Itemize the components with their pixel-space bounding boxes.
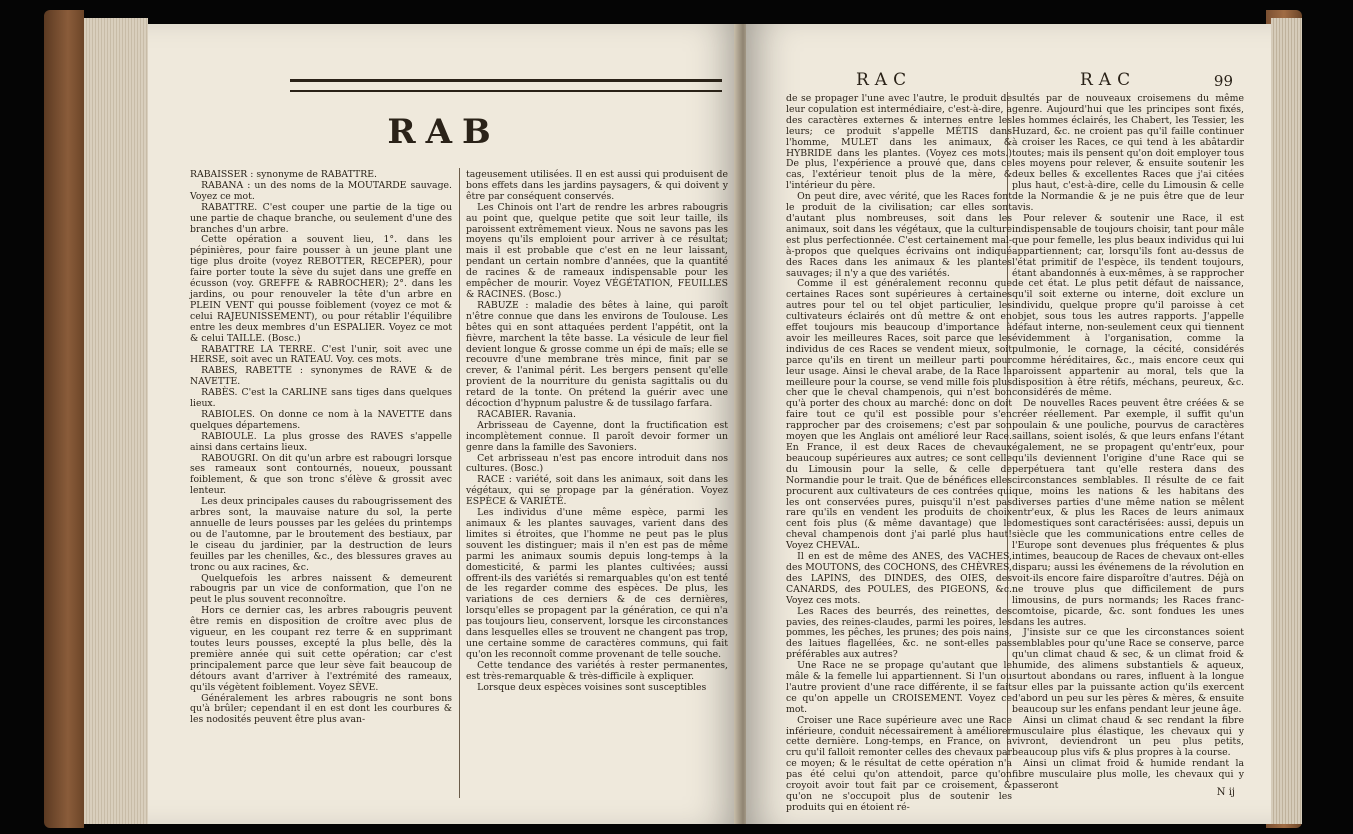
paragraph: Hors ce dernier cas, les arbres rabougris peuvent être remis en disposition de croître avec plus de vigueur, en les coupant rez terre & en supprimant toutes leurs pousses, excepté la plus belle, dès la première année qui suit cette opération; car c'est principalement parce que leur sève fait beaucoup de détours avant d'arriver à l'extrémité des rameaux, qu'ils végètent foiblement. Voyez SÈVE. [190, 605, 452, 693]
paragraph: de se propager l'une avec l'autre, le produit de leur copulation est intermédiaire, c'est-à-dire, a des caractères externes & internes entre les leurs; ce produit s'appelle MÉTIS dans l'homme, MULET dans les animaux, & HYBRIDE dans les plantes. (Voyez ces mots.) De plus, l'expérience a prouvé que, dans ce cas, l'extérieur tenoit plus de la mère, & l'intérieur du père. [786, 93, 1012, 192]
right-column-1 [786, 94, 1012, 814]
paragraph: J'insiste sur ce que les circonstances soient semblables pour qu'une Race se conserve, parce qu'un climat chaud & sec, & un climat froid & humide, des alimens substantiels & aqueux, surtout abondans ou rares, influent à la longue sur elles par la puissante action qu'ils exercent d'abord un peu sur les pères & mères, & ensuite beaucoup sur les enfans pendant leur jeune âge. [1012, 627, 1244, 715]
paragraph: Il en est de même des ANES, des VACHES, des MOUTONS, des COCHONS, des CHÈVRES, des LAPINS, des DINDES, des OIES, des CANARDS, des POULES, des PIGEONS, &c. Voyez ces mots. [786, 551, 1012, 606]
page-edges-right [1271, 18, 1302, 824]
right-column-2 [1012, 94, 1244, 792]
column-divider [459, 168, 460, 798]
header-ornament [290, 79, 722, 91]
right-page [746, 24, 1271, 824]
paragraph: On peut dire, avec vérité, que les Races font le produit de la civilisation; car elles sont d'autant plus nombreuses, soit dans les animaux, soit dans les végétaux, que la culture est plus perfectionnée. C'est certainement mal-à-propos que quelques écrivains ont indiqué des Races dans les animaux & les plantes sauvages; il n'y a que des variétés. [786, 191, 1012, 279]
paragraph: Quelquefois les arbres naissent & demeurent rabougris par un vice de conformation, que l'on ne peut le plus souvent reconnoître. [190, 572, 452, 606]
left-page [148, 24, 740, 824]
paragraph: Ainsi un climat froid & humide rendant la fibre musculaire plus molle, les chevaux qui y passeront [1012, 758, 1244, 792]
open-book [44, 10, 1302, 828]
paragraph: Cet arbrisseau n'est pas encore introduit dans nos cultures. (Bosc.) [466, 452, 728, 475]
paragraph: RABIOULE. La plus grosse des RAVES s'appelle ainsi dans certains lieux. [190, 430, 452, 453]
paragraph: Comme il est généralement reconnu que certaines Races sont supérieures à certaines autres pour tel ou tel objet particulier, les cultivateurs éclairés ont dû mettre & ont en effet toujours mis beaucoup d'importance à avoir les meilleures Races, soit parce que les individus de ces Races se vendent mieux, soit parce qu'ils en tirent un meilleur parti pour leur usage. Ainsi le cheval arabe, de la Race la meilleure pour la course, se vend mille fois plus cher que le cheval champenois, qui n'est bon qu'à porter des choux au marché: donc on doit faire tout ce qu'il est possible pour s'en rapprocher par des croisemens; c'est par son moyen que les Anglais ont amélioré leur Race. En France, il est deux Races de chevaux beaucoup supérieures aux autres; ce sont celle du Limousin pour la selle, & celle de Normandie pour le trait. Que de bénéfices elles procurent aux cultivateurs de ces contrées qui les ont conservées pures, puisqu'il n'est pas rare qu'ils en vendent les produits de choix cent fois plus (& même davantage) que le cheval champenois dont j'ai parlé plus haut! Voyez CHEVAL. [786, 278, 1012, 552]
paragraph: RABANA : un des noms de la MOUTARDE sauvage. Voyez ce mot. [190, 179, 452, 202]
paragraph: RABATTRE LA TERRE. C'est l'unir, soit avec une HERSE, soit avec un RATEAU. Voy. ces mots. [190, 343, 452, 366]
left-column-2 [466, 170, 728, 694]
running-head-left: RAC [856, 70, 913, 90]
paragraph: Ainsi un climat chaud & sec rendant la fibre musculaire plus élastique, les chevaux qui y vivront, deviendront un peu plus petits, beaucoup plus vifs & plus propres à la course. [1012, 714, 1244, 759]
paragraph: Cette opération a souvent lieu, 1°. dans les pépinières, pour faire pousser à un jeune plant une tige plus droite (voyez REBOTTER, RECEPER), pour faire porter toute la sève du sujet dans une greffe en écusson (voy. GREFFE & RABROCHER); 2°. dans les jardins, ou pour renouveler la tête d'un arbre en PLEIN VENT qui pousse foiblement (voyez ce mot & celui RAJEUNISSEMENT), ou pour rétablir l'équilibre entre les deux membres d'un ESPALIER. Voyez ce mot & celui TAILLE. (Bosc.) [190, 234, 452, 344]
page-title: RAB [387, 112, 501, 152]
paragraph: Les Races des beurrés, des reinettes, des pavies, des reines-claudes, parmi les poires, les pommes, les pêches, les prunes; des pois nains, des laitues flagellées, &c. ne sont-elles pas préférables aux autres? [786, 605, 1012, 661]
paragraph: Arbrisseau de Cayenne, dont la fructification est incomplètement connue. Il paroît devoir former un genre dans la famille des Savoniers. [466, 419, 728, 453]
paragraph: RABAISSER : synonyme de RABATTRE. [190, 169, 377, 180]
paragraph: Une Race ne se propage qu'autant que le mâle & la femelle lui appartiennent. Si l'un ou l'autre provient d'une race différente, il se fait ce qu'on appelle un CROISEMENT. Voyez ce mot. [786, 660, 1012, 715]
running-head-right: RAC [1080, 70, 1137, 90]
paragraph: sultés par de nouveaux croisemens du même genre. Aujourd'hui que les principes sont fixés, les hommes éclairés, les Chabert, les Tessier, les Huzard, &c. ne croient pas qu'il faille continuer à croiser les Races, ce qui tend à les abâtardir toutes; mais ils pensent qu'on doit employer tous les moyens pour relever, & ensuite soutenir les deux belles & excellentes Races que j'ai citées plus haut, c'est-à-dire, celle du Limousin & celle de la Normandie & je ne puis être que de leur avis. [1012, 93, 1244, 214]
paragraph: RABUZE : maladie des bêtes à laine, qui paroît n'être connue que dans les environs de Toulouse. Les bêtes qui en sont attaquées perdent l'appétit, ont la fièvre, marchent la tête basse. La vésicule de leur fiel devient longue & grosse comme un épi de maïs; elle se recouvre d'une membrane très mince, finit par se crever, & l'animal périt. Les bergers pensent qu'elle provient de la nourriture du genista sagittalis ou du retard de la tonte. On prétend la guérir avec une décoction d'hypnum palustre & de tussilago farfara. [466, 299, 728, 410]
paragraph: Cette tendance des variétés à rester permanentes, est très-remarquable & très-difficile à expliquer. [466, 659, 728, 682]
paragraph: Lorsque deux espèces voisines sont susceptibles [477, 681, 707, 693]
left-column-1 [190, 170, 452, 726]
paragraph: De nouvelles Races peuvent être créées & se créer réellement. Par exemple, il suffit qu'un poulain & une pouliche, pourvus de caractères saillans, soient isolés, & que leurs enfans l'étant également, ne se propagent qu'entr'eux, pour qu'ils deviennent l'origine d'une Race qui se perpétuera tant qu'elle restera dans des circonstances semblables. Il résulte de ce fait que, moins les nations & les habitans des diverses parties d'une même nation se mêlent entr'eux, & plus les Races de leurs animaux domestiques sont caractérisées: aussi, depuis un siècle que les communications entre celles de l'Europe sont devenues plus fréquentes & plus intimes, beaucoup de Races de chevaux ont-elles disparu; aussi les événemens de la révolution en voit-ils encore faire disparoître d'autres. Déjà on ne trouve plus que difficilement de purs limousins, de purs normands; les Races franc-comtoise, picarde, &c. sont fondues les unes dans les autres. [1012, 398, 1244, 628]
paragraph: RABIOLES. On donne ce nom à la NAVETTE dans quelques départemens. [190, 408, 452, 431]
paragraph: RABOUGRI. On dit qu'un arbre est rabougri lorsque ses rameaux sont contournés, noueux, poussant foiblement, & que son tronc s'élève & grossit avec lenteur. [190, 452, 452, 497]
signature-mark: N ij [1216, 787, 1235, 798]
paragraph: Généralement les arbres rabougris ne sont bons qu'à brûler; cependant il en est dont les courbures & les nodosités peuvent être plus avan- [190, 692, 452, 726]
paragraph: tageusement utilisées. Il en est aussi qui produisent de bons effets dans les jardins paysagers, & qui doivent y être par conséquent conservés. [466, 169, 728, 202]
paragraph: RABES, RABETTE : synonymes de RAVE & de NAVETTE. [190, 365, 452, 388]
page-number: 99 [1213, 72, 1233, 90]
paragraph: Croiser une Race supérieure avec une Race inférieure, conduit nécessairement à améliorer cette dernière. Long-temps, en France, on a cru qu'il falloit remonter celles des chevaux par ce moyen; & le résultat de cette opération n'a pas été celui qu'on attendoit, parce qu'on croyoit avoir tout fait par ce croisement, & qu'on ne s'occupoit plus de soutenir les produits qui en étoient ré- [786, 714, 1012, 813]
page-edges-left [84, 18, 148, 824]
paragraph: RABÈS. C'est la CARLINE sans tiges dans quelques lieux. [190, 387, 452, 410]
book-cover-left [44, 10, 84, 828]
paragraph: Les Chinois ont l'art de rendre les arbres rabougris au point que, quelque petite que soit leur taille, ils paroissent extrêmement vieux. Nous ne savons pas les moyens qu'ils emploient pour arriver à ce résultat; mais il est probable que c'est en ne leur laissant, pendant un certain nombre d'années, que la quantité de racines & de rameaux indispensable pour les empêcher de mourir. Voyez VÉGÉTATION, FEUILLES & RACINES. (Bosc.) [466, 201, 728, 300]
paragraph: Les individus d'une même espèce, parmi les animaux & les plantes sauvages, varient dans des limites si étroites, que l'homme ne peut pas le plus souvent les distinguer; mais il n'en est pas de même parmi les animaux soumis depuis long-temps à la domesticité, & parmi les plantes cultivées; aussi offrent-ils des variétés si remarquables qu'on est tenté de les regarder comme des espèces. De plus, les variations de ces derniers & de ces dernières, lorsqu'elles se propagent par la génération, ce qui n'a pas toujours lieu, conservent, lorsque les circonstances dans lesquelles elles se trouvent ne changent pas trop, une certaine somme de caractères communs, qui fait qu'on les reconnoît comme provenant de telle souche. [466, 507, 728, 660]
header-ornament-rule [290, 91, 722, 92]
paragraph: RABATTRE. C'est couper une partie de la tige ou une partie de chaque branche, ou seulement d'une des branches d'un arbre. [190, 201, 452, 235]
paragraph: Les deux principales causes du rabougrissement des arbres sont, la mauvaise nature du sol, la perte annuelle de leurs pousses par les gelées du printemps ou de l'automne, par le broutement des bestiaux, par le ciseau du jardinier, par la destruction de leurs feuilles par les chenilles, &c., des blessures graves au tronc ou aux racines, &c. [190, 496, 452, 573]
paragraph: Pour relever & soutenir une Race, il est indispensable de toujours choisir, tant pour mâle que pour femelle, les plus beaux individus qui lui appartiennent; car, lorsqu'ils font au-dessus de l'état primitif de l'espèce, ils tendent toujours, étant abandonnés à eux-mêmes, à se rapprocher de cet état. Le plus petit défaut de naissance, qu'il soit externe ou interne, doit exclure un individu, quelque propre qu'il paroisse à cet objet, sous tous les autres rapports. J'appelle défaut interne, non-seulement ceux qui tiennent évidemment à l'organisation, comme la pulmonie, le cornage, la cécité, considérés comme héréditaires, &c., mais encore ceux qui paroissent appartenir au moral, tels que la disposition à être rétifs, méchans, peureux, &c. considérés de même. [1012, 212, 1244, 399]
paragraph: RACABIER. Ravania. [477, 408, 576, 420]
paragraph: RACE : variété, soit dans les animaux, soit dans les végétaux, qui se propage par la génération. Voyez ESPÈCE & VARIÉTÉ. [466, 474, 728, 508]
